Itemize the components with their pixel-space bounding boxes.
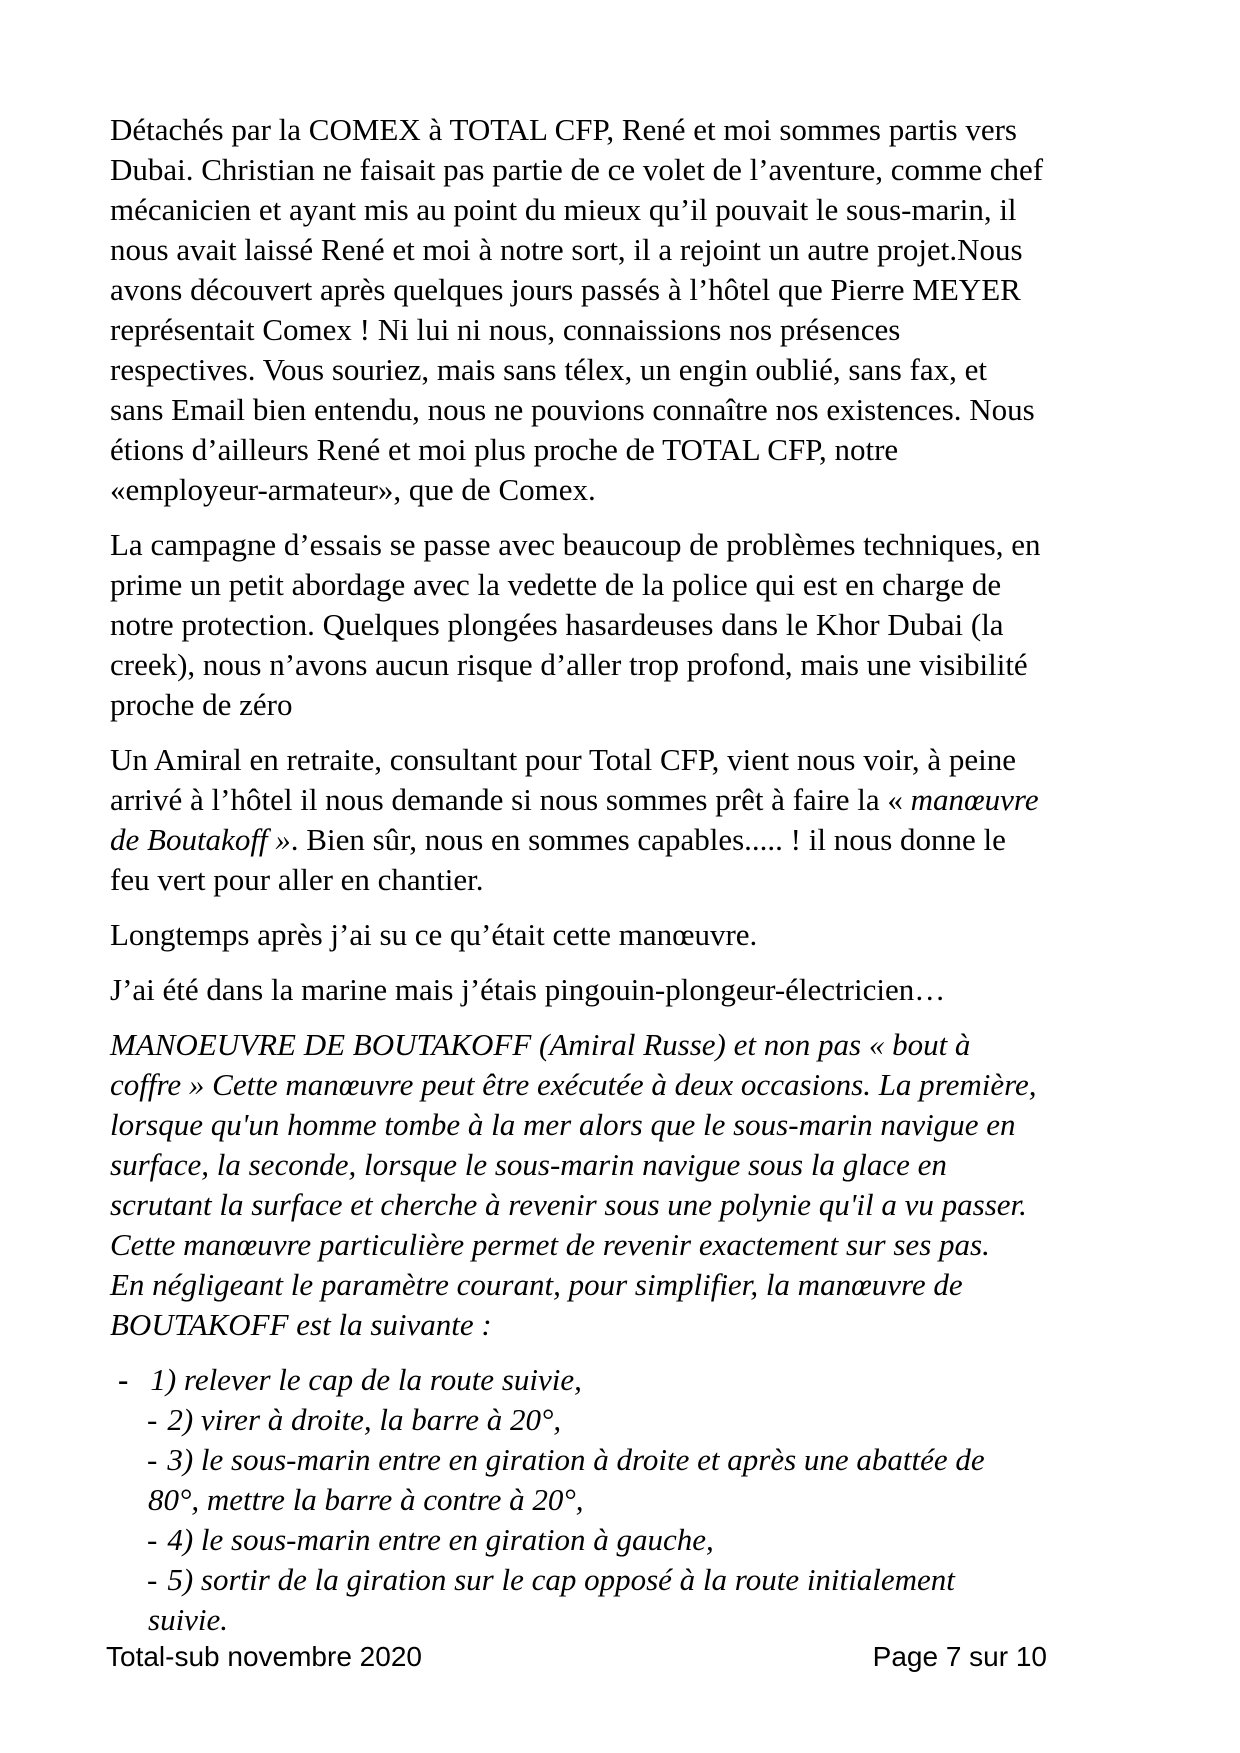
list-dash-marker: -: [147, 1522, 158, 1557]
text-line: [110, 820, 1090, 860]
para-detaches-comex: [110, 110, 1090, 510]
text-line: [110, 780, 1090, 820]
text-line: Dubai. Christian ne faisait pas partie de ce volet de l’aventure, comme chef: [110, 152, 1044, 187]
list-item-line: [110, 1360, 1090, 1400]
text-line: BOUTAKOFF est la suivante :: [110, 1307, 492, 1342]
footer-page-number: Page 7 sur 10: [872, 1641, 1047, 1672]
text-line: MANOEUVRE DE BOUTAKOFF (Amiral Russe) et non pas « bout à: [110, 1027, 971, 1062]
list-item-line: [110, 1440, 1090, 1480]
para-amiral-retraite: [110, 740, 1090, 900]
list-dash-marker: -: [118, 1362, 129, 1397]
list-item-line: [110, 1400, 1090, 1440]
text-segment: de Boutakoff »: [110, 822, 291, 857]
text-segment: 1) relever le cap de la route suivie,: [150, 1362, 582, 1397]
list-dash-marker: -: [147, 1402, 158, 1437]
text-segment: suivie.: [148, 1602, 229, 1637]
para-marine-pingouin: [110, 970, 1090, 1010]
text-segment: 3) le sous-marin entre en giration à droite et après une abattée de: [167, 1442, 985, 1477]
list-manoeuvre-steps: [110, 1360, 1090, 1640]
text-line: scrutant la surface et cherche à revenir sous une polynie qu'il a vu passer.: [110, 1187, 1027, 1222]
list-dash-marker: -: [147, 1442, 158, 1477]
text-segment: . Bien sûr, nous en sommes capables..... ! il nous donne le: [290, 822, 1006, 857]
text-line: creek), nous n’avons aucun risque d’aller trop profond, mais une visibilité: [110, 647, 1028, 682]
text-line: notre protection. Quelques plongées hasardeuses dans le Khor Dubai (la: [110, 607, 1004, 642]
text-line: surface, la seconde, lorsque le sous-marin navigue sous la glace en: [110, 1147, 947, 1182]
text-line: La campagne d’essais se passe avec beaucoup de problèmes techniques, en: [110, 527, 1041, 562]
text-line: avons découvert après quelques jours passés à l’hôtel que Pierre MEYER: [110, 272, 1021, 307]
para-manoeuvre-boutakoff-definition: [110, 1025, 1090, 1345]
para-campagne-essais: [110, 525, 1090, 725]
text-line: Longtemps après j’ai su ce qu’était cette manœuvre.: [110, 917, 758, 952]
text-segment: 2) virer à droite, la barre à 20°,: [167, 1402, 562, 1437]
list-item-line: [110, 1480, 1090, 1520]
list-item-line: [110, 1520, 1090, 1560]
text-line: lorsque qu'un homme tombe à la mer alors que le sous-marin navigue en: [110, 1107, 1016, 1142]
text-line: étions d’ailleurs René et moi plus proche de TOTAL CFP, notre: [110, 432, 899, 467]
text-line: Un Amiral en retraite, consultant pour Total CFP, vient nous voir, à peine: [110, 742, 1017, 777]
text-line: En négligeant le paramètre courant, pour simplifier, la manœuvre de: [110, 1267, 963, 1302]
para-longtemps-apres: [110, 915, 1090, 955]
text-line: proche de zéro: [110, 687, 293, 722]
text-line: Détachés par la COMEX à TOTAL CFP, René et moi sommes partis vers: [110, 112, 1017, 147]
text-line: J’ai été dans la marine mais j’étais pingouin-plongeur-électricien…: [110, 972, 946, 1007]
text-line: feu vert pour aller en chantier.: [110, 862, 484, 897]
footer-document-title: Total-sub novembre 2020: [106, 1641, 422, 1672]
list-dash-marker: -: [147, 1562, 158, 1597]
text-line: coffre » Cette manœuvre peut être exécutée à deux occasions. La première,: [110, 1067, 1037, 1102]
text-line: «employeur-armateur», que de Comex.: [110, 472, 596, 507]
text-line: sans Email bien entendu, nous ne pouvions connaître nos existences. Nous: [110, 392, 1035, 427]
text-line: mécanicien et ayant mis au point du mieux qu’il pouvait le sous-marin, il: [110, 192, 1017, 227]
text-line: respectives. Vous souriez, mais sans télex, un engin oublié, sans fax, et: [110, 352, 988, 387]
page-footer: [106, 1640, 1047, 1674]
text-segment: 80°, mettre la barre à contre à 20°,: [148, 1482, 584, 1517]
text-line: nous avait laissé René et moi à notre sort, il a rejoint un autre projet.Nous: [110, 232, 1023, 267]
text-segment: manœuvre: [910, 782, 1039, 817]
text-segment: 5) sortir de la giration sur le cap opposé à la route initialement: [167, 1562, 955, 1597]
list-item-line: [110, 1560, 1090, 1600]
document-content: [110, 110, 1090, 1655]
text-segment: 4) le sous-marin entre en giration à gauche,: [167, 1522, 714, 1557]
text-line: représentait Comex ! Ni lui ni nous, connaissions nos présences: [110, 312, 901, 347]
list-item-line: [110, 1600, 1090, 1640]
text-line: prime un petit abordage avec la vedette de la police qui est en charge de: [110, 567, 1002, 602]
text-line: Cette manœuvre particulière permet de revenir exactement sur ses pas.: [110, 1227, 990, 1262]
text-segment: arrivé à l’hôtel il nous demande si nous sommes prêt à faire la «: [110, 782, 911, 817]
